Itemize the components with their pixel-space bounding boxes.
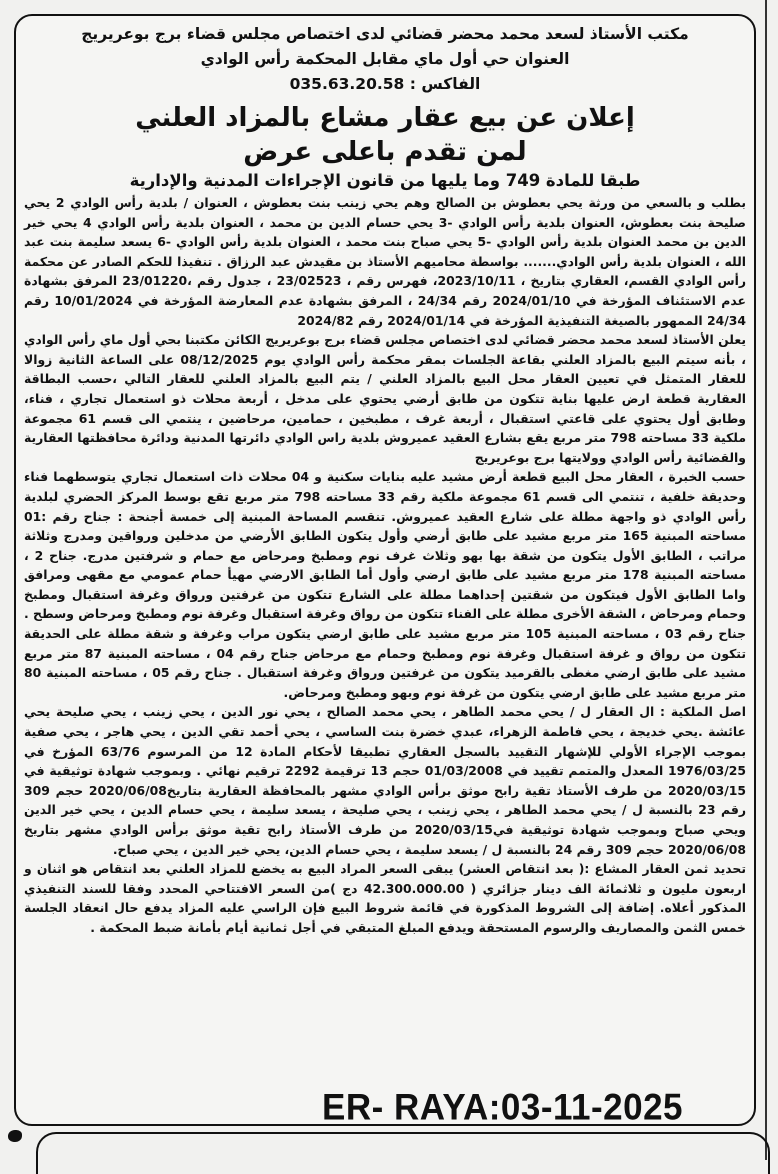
paragraph-price: تحديد ثمن العقار المشاع :( بعد انتقاص العشر) يبقى السعر المراد البيع به يخضع للمزاد العلني بعد انتقاص هو اثنان و اربعون مليون و ثلاثمائة الف دينار جزائري ( 42.300.000.00 دج )من السعر الافتتاحي المحدد وفقا للسند التنفيذي المذكور أعلاه. إضافة إلى الشروط المذكورة في قائمة شروط البيع فإن الراسي عليه المزاد يدفع حال انعقاد الجلسة خمس الثمن والمصاريف والرسوم المستحقة ويدفع المبلغ المتبقي في أجل ثمانية أيام بأمانة ضبط المحكمة . bbox=[24, 861, 746, 935]
adjacent-column-border bbox=[765, 0, 778, 1160]
notice-title: إعلان عن بيع عقار مشاع بالمزاد العلني bbox=[135, 103, 635, 133]
paragraph-expertise: حسب الخبرة ، العقار محل البيع قطعة أرض مشيد عليه بنايات سكنية و 04 محلات ذات استعمال تجاري يتوسطهما فناء وحديقة خلفية ، تنتمي الى قسم 61 مجموعة ملكية رقم 33 مساحته 798 متر مربع تقع بوسط المركز الحضري لبلدية رأس الوادي ذو واجهة مطلة على شارع العقيد عميروش. تنقسم المساحة المبنية إلى خمسة أجنحة : جناح رقم :01 مساحته المبنية 165 متر مربع مشيد على طابق أرضي وأول يتكون الطابق الأرضي من مدخلين ورواقين ومدرج وثلاثة مراتب ، الطابق الأول يتكون من شقة بها بهو وثلاث غرف نوم ومطبخ ومرحاض مع حمام و شرفتين مدرج. جناح 2 ، مساحته المبنية 178 متر مربع مشيد على طابق ارضي وأول أما الطابق الارضي مهيأ حمام عمومي مع مقهى ومرافق واما الطابق الأول فيتكون من شقتين إحداهما مطلة على الشارع تتكون من غرفتين ورواق وغرفة استقبال ومطبخ وحمام ومرحاض ، الشقة الأخرى مطلة على الفناء تتكون من رواق وغرفة استقبال وغرفة نوم ومطبخ ومرحاض وسطح . جناح رقم 03 ، مساحته المبنية 105 متر مربع مشيد على طابق ارضي يتكون مراب وغرفة و شقة مطلة على الحديقة تتكون من رواق و غرفة استقبال وغرفة نوم ومطبخ وحمام مع مرحاض جناح رقم 04 ، مساحته المبنية 87 متر مربع مشيد على طابق ارضي مغطى بالقرميد يتكون من غرفتين ورواق وغرفة استقبال . جناح رقم 05 ، مساحته المبنية 80 متر مربع مشيد على طابق ارضي يتكون من غرفة نوم وبهو ومطبخ ومرحاض. bbox=[24, 469, 747, 700]
notice-content bbox=[22, 22, 748, 938]
office-fax: الفاكس : 035.63.20.58 bbox=[289, 75, 481, 93]
paragraph-request: بطلب و بالسعي من ورثة يحي بعطوش بن الصالح وهم يحي زينب بنت بعطوش ، العنوان / بلدية رأس الوادي 2 يحي صليحة بنت بعطوش، العنوان بلدية رأس الوادي -3 يحي حسام الدين بن محمد ، العنوان بلدية رأس الوادي 4 يحي خير الدين بن محمد العنوان بلدية رأس الوادي -5 يحي صباح بنت محمد ، العنوان بلدية رأس الوادي -6 يسعد سليمة بنت عبد الله ، العنوان بلدية رأس الوادي....... بواسطة محاميهم الأستاذ بن مقيدش عبد الرزاق . تنفيذا للحكم الصادر عن محكمة رأس الوادي القسم، العقاري بتاريخ ، 2023/10/11، فهرس رقم ، 23/02523 ، جدول رقم ،23/01220 المرفق بشهادة عدم الاستئناف المؤرخة في 2024/01/10 رقم 24/34 ، المرفق بشهادة عدم المعارضة المؤرخة في 10/01/2024 رقم 24/34 الممهور بالصيغة التنفيذية المؤرخة في 2024/01/14 رقم 2024/82 bbox=[24, 195, 747, 328]
legal-reference: طبقا للمادة 749 وما يليها من قانون الإجراءات المدنية والإدارية bbox=[129, 171, 641, 190]
office-name: مكتب الأستاذ لسعد محمد محضر قضائي لدى اختصاص مجلس قضاء برج بوعريريج bbox=[81, 25, 689, 43]
notice-subtitle: لمن تقدم باعلى عرض bbox=[243, 137, 527, 167]
notice-body bbox=[22, 193, 748, 938]
publication-stamp: ER- RAYA:03-11-2025 bbox=[322, 1087, 684, 1128]
next-notice-frame bbox=[36, 1132, 770, 1174]
paragraph-announcement: يعلن الأستاذ لسعد محمد محضر قضائي لدى اختصاص مجلس قضاء برج بوعريريج الكائن مكتبنا بحي أول ماي رأس الوادي ، بأنه سيتم البيع بالمزاد العلني بقاعة الجلسات بمقر محكمة رأس الوادي يوم 08/12/2025 على الساعة الثانية زوالا للعقار المتمثل في تعيين العقار محل البيع بالمزاد العلني / يتم البيع بالمزاد العلني للعقار التالي ،حسب البطاقة العقارية قطعة ارض عليها بناية تتكون من طابق أرضي يحتوي على مدخل ، أربعة محلات ذو استعمال تجاري ، فناء، وطابق أول يحتوي على قاعتي استقبال ، أربعة غرف ، مطبخين ، حمامين، مرحاضين ، ينتمي الى قسم 61 مجموعة ملكية 33 مساحته 798 متر مربع يقع بشارع العقيد عميروش بلدية راس الوادي دائرتها المدنية ودائرة محافظتها العقارية والقضائية رأس الوادي وولايتها برج بوعريريج bbox=[24, 332, 747, 465]
paragraph-ownership: اصل الملكية : ال العقار ل / يحي محمد الطاهر ، يحي محمد الصالح ، يحي نور الدين ، يحي زينب ، يحي صليحة يحي عائشة .يحي خديجة ، يحي فاطمة الزهراء، عبدي خضرة بنت الساسي ، يحي أحمد تقي الدين ، يحي هاجر ، يحي صفية بموجب الإجراء الأولي للإشهار التقييد بالسجل العقاري تطبيقا لأحكام المادة 12 من المرسوم 63/76 المؤرخ في 1976/03/25 المعدل والمتمم تقييد في 01/03/2008 حجم 13 ترقيمة 2292 ترقيم نهائي . وبموجب شهادة توثيقية في 2020/03/15 من طرف الأستاذ تقية رابح موثق برأس الوادي مشهر بالمحافظة العقارية بتاريخ2020/06/08 حجم 309 رقم 23 بالنسبة ل / يحي محمد الطاهر ، يحي زينب ، يحي صليحة ، يسعد سليمة ، يحي حسام الدين ، يحي خير الدين ويحي صباح وبموجب شهادة توثيقية في2020/03/15 من طرف الأستاذ رابح تقية موثق برأس الوادي مشهر بتاريخ 2020/06/08 حجم 309 رقم 24 بالنسبة ل / يسعد سليمة ، يحي حسام الدين، يحي خير الدين ، يحي صباح. bbox=[24, 704, 747, 857]
ink-mark bbox=[8, 1130, 22, 1142]
office-address: العنوان حي أول ماي مقابل المحكمة رأس الوادي bbox=[200, 50, 570, 68]
